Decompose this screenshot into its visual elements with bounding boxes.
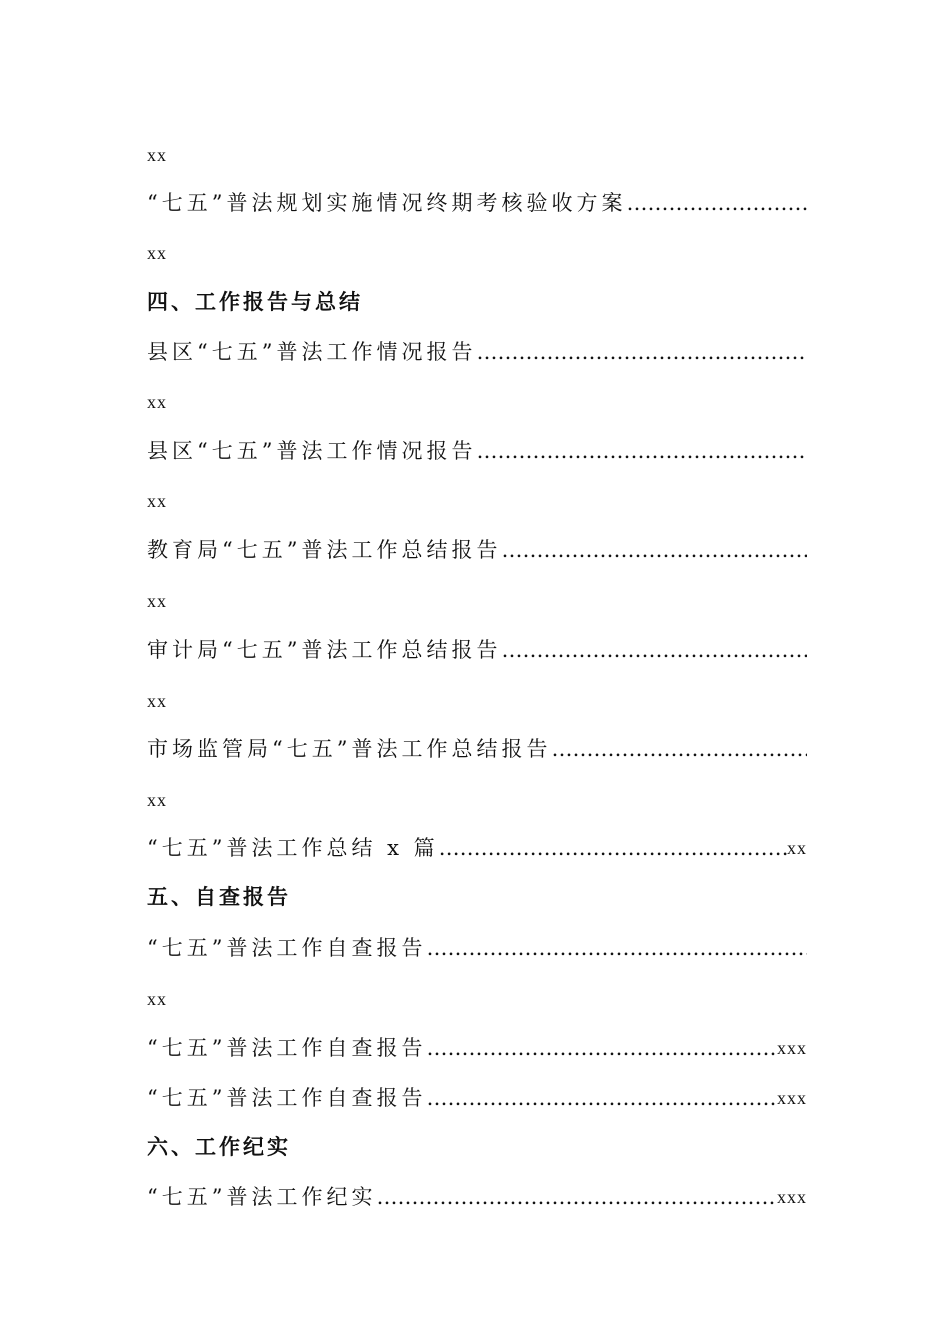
entry-title: “七五”普法工作总结 x 篇 bbox=[147, 836, 439, 860]
page-number: xx bbox=[147, 790, 167, 810]
page-number: xx bbox=[147, 491, 167, 511]
dot-leader bbox=[426, 1033, 777, 1063]
toc-entry bbox=[147, 635, 807, 665]
entry-title: “七五”普法工作自查报告 bbox=[147, 1036, 427, 1060]
page-number: xx bbox=[147, 243, 167, 263]
toc-entry bbox=[147, 1182, 807, 1212]
entry-title: 审计局“七五”普法工作总结报告 bbox=[147, 638, 502, 662]
dot-leader bbox=[376, 1182, 777, 1212]
dot-leader bbox=[476, 337, 807, 367]
toc-page-number bbox=[147, 387, 807, 417]
toc-page-number bbox=[147, 785, 807, 815]
entry-title: 县区“七五”普法工作情况报告 bbox=[147, 439, 477, 463]
dot-leader bbox=[476, 436, 807, 466]
toc-entry bbox=[147, 833, 807, 863]
dot-leader bbox=[439, 833, 787, 863]
toc-entry bbox=[147, 337, 807, 367]
page-number: xxx bbox=[777, 1038, 807, 1058]
toc-entry bbox=[147, 436, 807, 466]
toc-entry bbox=[147, 188, 807, 218]
section-heading bbox=[147, 287, 807, 317]
entry-title: “七五”普法工作自查报告 bbox=[147, 936, 427, 960]
page-number: xxx bbox=[777, 1187, 807, 1207]
toc-entry bbox=[147, 933, 807, 963]
dot-leader bbox=[501, 535, 807, 565]
heading-text: 五、自查报告 bbox=[147, 884, 291, 909]
toc-entry bbox=[147, 1083, 807, 1113]
toc-page-number bbox=[147, 984, 807, 1014]
toc-page-number bbox=[147, 486, 807, 516]
page-number: xx bbox=[147, 691, 167, 711]
toc-entry bbox=[147, 535, 807, 565]
toc-page-number bbox=[147, 686, 807, 716]
toc-entry bbox=[147, 734, 807, 764]
entry-title: 市场监管局“七五”普法工作总结报告 bbox=[147, 737, 552, 761]
entry-title: “七五”普法工作自查报告 bbox=[147, 1086, 427, 1110]
heading-text: 四、工作报告与总结 bbox=[147, 289, 363, 314]
heading-text: 六、工作纪实 bbox=[147, 1134, 291, 1159]
toc-page-number bbox=[147, 586, 807, 616]
entry-title: 教育局“七五”普法工作总结报告 bbox=[147, 538, 502, 562]
dot-leader bbox=[426, 933, 807, 963]
dot-leader bbox=[501, 635, 807, 665]
page-number: xx bbox=[147, 989, 167, 1009]
page-number: xxx bbox=[777, 1088, 807, 1108]
toc-entry bbox=[147, 1033, 807, 1063]
page-number: xx bbox=[147, 145, 167, 165]
entry-title: “七五”普法规划实施情况终期考核验收方案 bbox=[147, 191, 627, 215]
dot-leader bbox=[551, 734, 807, 764]
entry-title: 县区“七五”普法工作情况报告 bbox=[147, 340, 477, 364]
toc-page-number bbox=[147, 238, 807, 268]
page-number: xx bbox=[787, 838, 807, 858]
dot-leader bbox=[626, 188, 807, 218]
section-heading bbox=[147, 882, 807, 912]
toc-page-number bbox=[147, 140, 807, 170]
page-number: xx bbox=[147, 591, 167, 611]
section-heading bbox=[147, 1132, 807, 1162]
dot-leader bbox=[426, 1083, 777, 1113]
page-number: xx bbox=[147, 392, 167, 412]
entry-title: “七五”普法工作纪实 bbox=[147, 1185, 377, 1209]
